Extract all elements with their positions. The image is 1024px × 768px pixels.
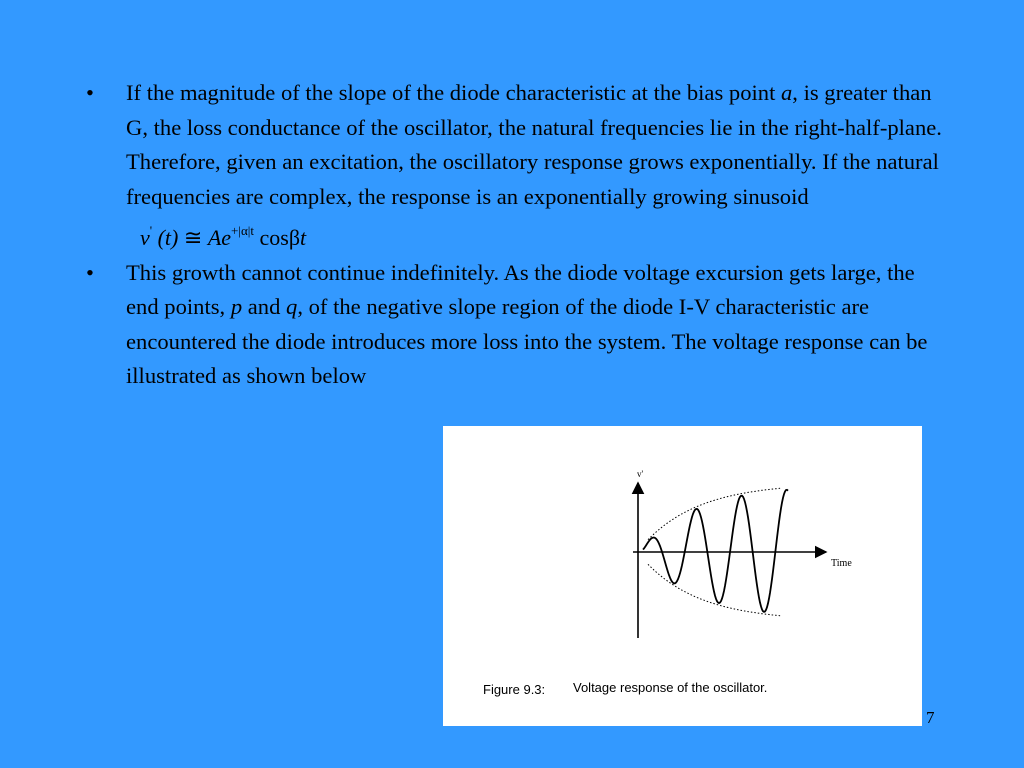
variable-p: p <box>230 294 243 319</box>
formula-approx: ≅ <box>183 225 203 250</box>
bullet-item-2 <box>86 256 946 394</box>
variable-a: a <box>781 80 793 105</box>
page-number: 7 <box>926 708 935 727</box>
formula-t: t <box>300 225 307 250</box>
growth-formula <box>140 225 306 250</box>
formula-arg: (t) <box>157 225 179 250</box>
bullet-text: and <box>242 294 287 319</box>
bullet-item-1 <box>86 76 946 256</box>
variable-q: q <box>286 294 298 319</box>
formula-v: v <box>140 225 150 250</box>
formula-exponent: +|α|t <box>231 223 254 238</box>
bullet-text: If the magnitude of the slope of the diode characteristic at the bias point <box>126 80 781 105</box>
formula-amp: Ae <box>207 225 232 250</box>
formula-cos: cos <box>259 225 289 250</box>
bullet-text: , of the negative slope region of the diode I-V characteristic are encountered the diode introduces more loss into the system. The voltage response can be illustrated as shown below <box>126 294 928 388</box>
bullet-dot: • <box>86 259 94 285</box>
oscillator-figure <box>443 426 922 726</box>
bullet-dot: • <box>86 80 94 105</box>
figure-caption-number: Figure 9.3: <box>483 682 546 697</box>
upper-envelope <box>648 488 782 540</box>
formula-prime: ' <box>149 223 153 238</box>
y-axis-label: v' <box>637 469 644 479</box>
figure-caption-text: Voltage response of the oscillator. <box>573 680 768 695</box>
bullet-list <box>86 76 946 394</box>
formula-beta: β <box>288 225 301 250</box>
oscillation-waveform <box>643 490 788 612</box>
bullet-text: This growth cannot continue indefinitely. As the diode voltage excursion gets large, the end points, <box>126 259 915 319</box>
x-axis-label: Time <box>831 558 852 569</box>
bullet-text: , is greater than G, the loss conductance of the oscillator, the natural frequencies lie in the right-half-plane. Therefore, given an excitation, the oscillatory response grows exponentially. If the natural frequencies are complex, the response is an exponentially growing sinusoid <box>126 80 942 209</box>
voltage-response-plot <box>443 426 922 726</box>
